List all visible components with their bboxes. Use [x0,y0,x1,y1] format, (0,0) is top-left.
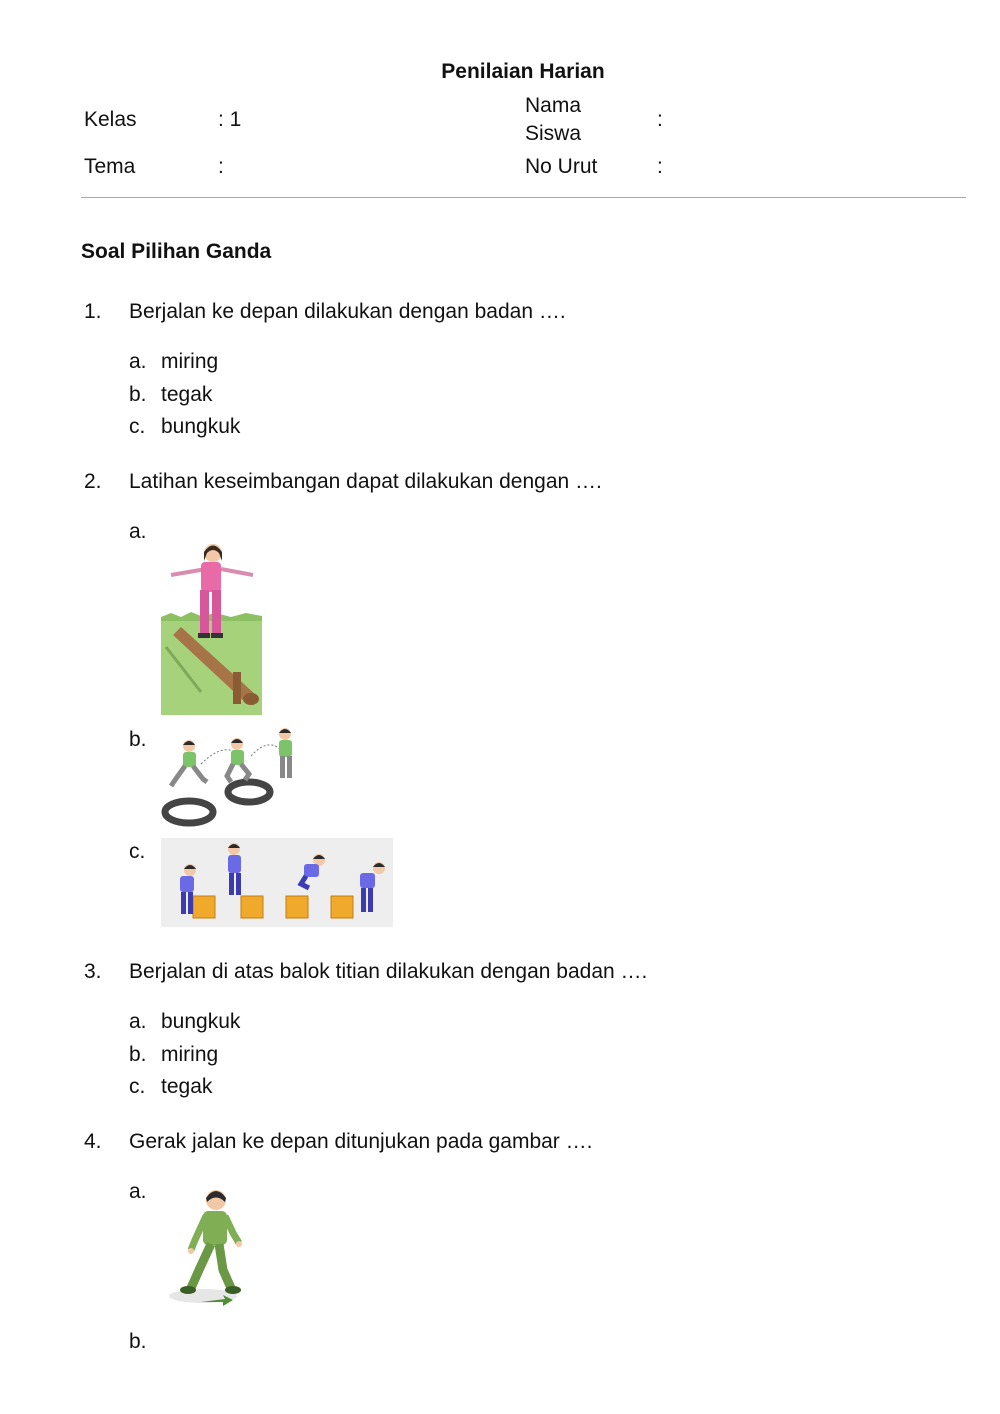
q3-option-c-letter: c. [129,1075,146,1098]
q1-option-b-text: tegak [161,383,213,406]
q1-option-c-text: bungkuk [161,415,241,438]
question-4-text: Gerak jalan ke depan ditunjukan pada gambar …. [129,1130,593,1153]
question-2-number: 2. [84,470,102,493]
question-3-text: Berjalan di atas balok titian dilakukan dengan badan …. [129,960,648,983]
question-1-number: 1. [84,300,102,323]
q3-option-a-letter: a. [129,1010,147,1033]
boy-jumping-over-boxes-image [161,838,393,927]
kelas-value: : 1 [218,108,242,131]
q4-option-a-letter: a. [129,1180,147,1203]
section-title: Soal Pilihan Ganda [81,240,272,263]
q2-option-a-letter: a. [129,520,147,543]
boys-jumping-over-tires-image [161,724,301,828]
question-1-text: Berjalan ke depan dilakukan dengan badan …. [129,300,566,323]
q1-option-a-text: miring [161,350,219,373]
q3-option-b-letter: b. [129,1043,147,1066]
question-3-number: 3. [84,960,102,983]
boy-walking-forward-image [161,1178,261,1313]
q1-option-a-letter: a. [129,350,147,373]
q1-option-b-letter: b. [129,383,147,406]
nama-value: : [657,108,663,131]
nama-label-line1: Nama [525,94,582,117]
header-divider [81,197,966,198]
page-title: Penilaian Harian [441,60,605,83]
q2-option-c-letter: c. [129,840,146,863]
girl-balancing-on-log-image [161,517,262,715]
kelas-label: Kelas [84,108,137,131]
q4-option-b-letter: b. [129,1330,147,1353]
q2-option-b-letter: b. [129,728,147,751]
tema-value: : [218,155,224,178]
no-urut-value: : [657,155,663,178]
question-4-number: 4. [84,1130,102,1153]
nama-label-line2: Siswa [525,122,582,145]
no-urut-label: No Urut [525,155,598,178]
q3-option-b-text: miring [161,1043,219,1066]
q3-option-c-text: tegak [161,1075,213,1098]
question-2-text: Latihan keseimbangan dapat dilakukan dengan …. [129,470,602,493]
tema-label: Tema [84,155,136,178]
q3-option-a-text: bungkuk [161,1010,241,1033]
q1-option-c-letter: c. [129,415,146,438]
